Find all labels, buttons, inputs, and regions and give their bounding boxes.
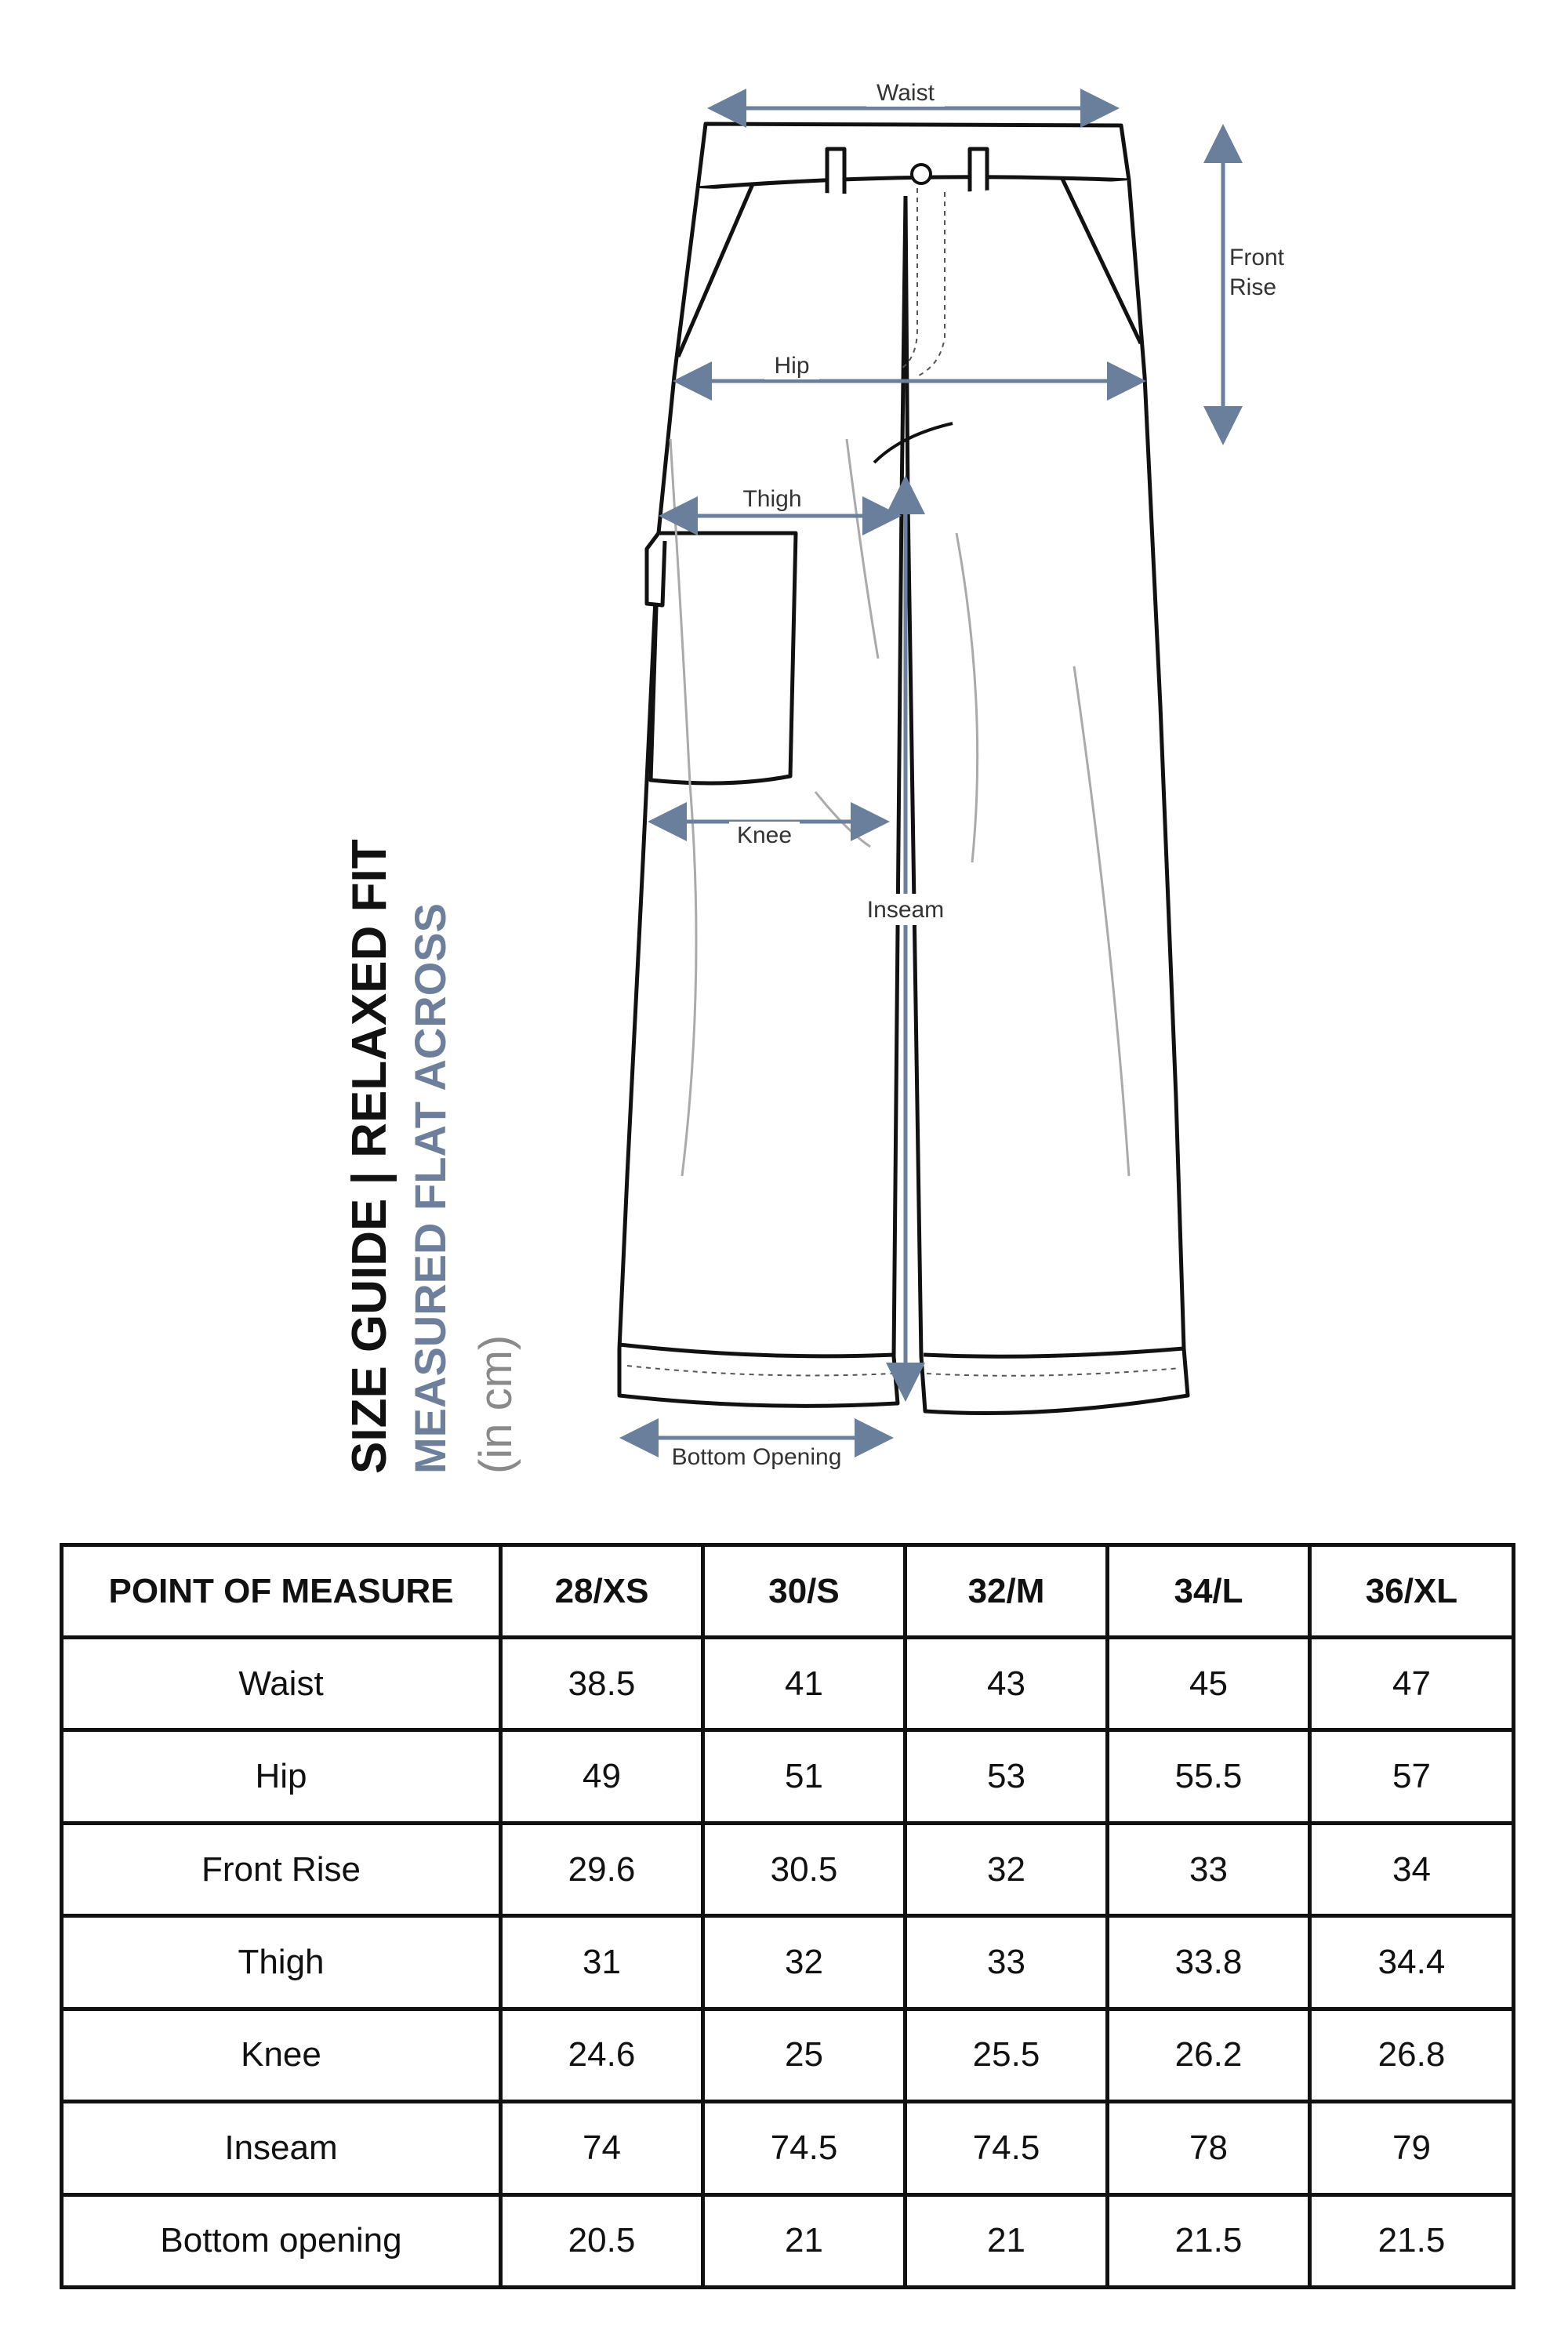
table-cell: 21.5 bbox=[1108, 2194, 1310, 2287]
table-cell: 57 bbox=[1310, 1730, 1514, 1823]
table-cell: 43 bbox=[906, 1638, 1108, 1730]
table-cell: 33 bbox=[1108, 1823, 1310, 1915]
header-point-of-measure: POINT OF MEASURE bbox=[62, 1545, 501, 1638]
table-cell: 20.5 bbox=[501, 2194, 703, 2287]
table-cell: 74 bbox=[501, 2102, 703, 2194]
header-size: 28/XS bbox=[501, 1545, 703, 1638]
table-cell: 79 bbox=[1310, 2102, 1514, 2194]
header-size: 32/M bbox=[906, 1545, 1108, 1638]
header-size: 30/S bbox=[703, 1545, 906, 1638]
table-row bbox=[62, 1823, 1514, 1915]
table-cell: 21 bbox=[906, 2194, 1108, 2287]
table-cell: 21 bbox=[703, 2194, 906, 2287]
table-row bbox=[62, 2194, 1514, 2287]
row-label: Thigh bbox=[62, 1916, 501, 2009]
header-size: 34/L bbox=[1108, 1545, 1310, 1638]
table-cell: 26.2 bbox=[1108, 2009, 1310, 2101]
table-cell: 34 bbox=[1310, 1823, 1514, 1915]
table-row bbox=[62, 1638, 1514, 1730]
table-cell: 32 bbox=[703, 1916, 906, 2009]
table-cell: 30.5 bbox=[703, 1823, 906, 1915]
label-waist: Waist bbox=[877, 80, 935, 106]
table-cell: 74.5 bbox=[703, 2102, 906, 2194]
row-label: Hip bbox=[62, 1730, 501, 1823]
unit-note: (in cm) bbox=[470, 1334, 521, 1474]
row-label: Inseam bbox=[62, 2102, 501, 2194]
label-hip: Hip bbox=[774, 353, 810, 379]
table-cell: 33.8 bbox=[1108, 1916, 1310, 2009]
table-row bbox=[62, 2102, 1514, 2194]
table-row bbox=[62, 2009, 1514, 2101]
row-label: Knee bbox=[62, 2009, 501, 2101]
label-bottom-opening: Bottom Opening bbox=[671, 1444, 842, 1470]
table-cell: 74.5 bbox=[906, 2102, 1108, 2194]
table-cell: 38.5 bbox=[501, 1638, 703, 1730]
row-label: Waist bbox=[62, 1638, 501, 1730]
row-label: Front Rise bbox=[62, 1823, 501, 1915]
table-cell: 49 bbox=[501, 1730, 703, 1823]
table-cell: 47 bbox=[1310, 1638, 1514, 1730]
table-cell: 41 bbox=[703, 1638, 906, 1730]
table-cell: 32 bbox=[906, 1823, 1108, 1915]
size-table bbox=[60, 1543, 1515, 2289]
table-cell: 33 bbox=[906, 1916, 1108, 2009]
table-header-row bbox=[62, 1545, 1514, 1638]
table-cell: 25 bbox=[703, 2009, 906, 2101]
table-row bbox=[62, 1730, 1514, 1823]
label-inseam: Inseam bbox=[866, 897, 945, 923]
table-cell: 31 bbox=[501, 1916, 703, 2009]
table-cell: 53 bbox=[906, 1730, 1108, 1823]
page-subtitle: MEASURED FLAT ACROSS bbox=[405, 903, 455, 1474]
table-cell: 78 bbox=[1108, 2102, 1310, 2194]
page-title: SIZE GUIDE | RELAXED FIT bbox=[343, 839, 397, 1474]
row-label: Bottom opening bbox=[62, 2194, 501, 2287]
table-cell: 55.5 bbox=[1108, 1730, 1310, 1823]
table-cell: 29.6 bbox=[501, 1823, 703, 1915]
table-cell: 26.8 bbox=[1310, 2009, 1514, 2101]
table-cell: 45 bbox=[1108, 1638, 1310, 1730]
label-knee: Knee bbox=[736, 822, 793, 848]
label-front-rise-2: Rise bbox=[1229, 274, 1277, 300]
table-cell: 51 bbox=[703, 1730, 906, 1823]
label-front-rise-1: Front bbox=[1229, 245, 1285, 270]
label-thigh: Thigh bbox=[742, 486, 802, 512]
table-cell: 25.5 bbox=[906, 2009, 1108, 2101]
header-size: 36/XL bbox=[1310, 1545, 1514, 1638]
table-row bbox=[62, 1916, 1514, 2009]
table-cell: 21.5 bbox=[1310, 2194, 1514, 2287]
table-cell: 24.6 bbox=[501, 2009, 703, 2101]
table-cell: 34.4 bbox=[1310, 1916, 1514, 2009]
